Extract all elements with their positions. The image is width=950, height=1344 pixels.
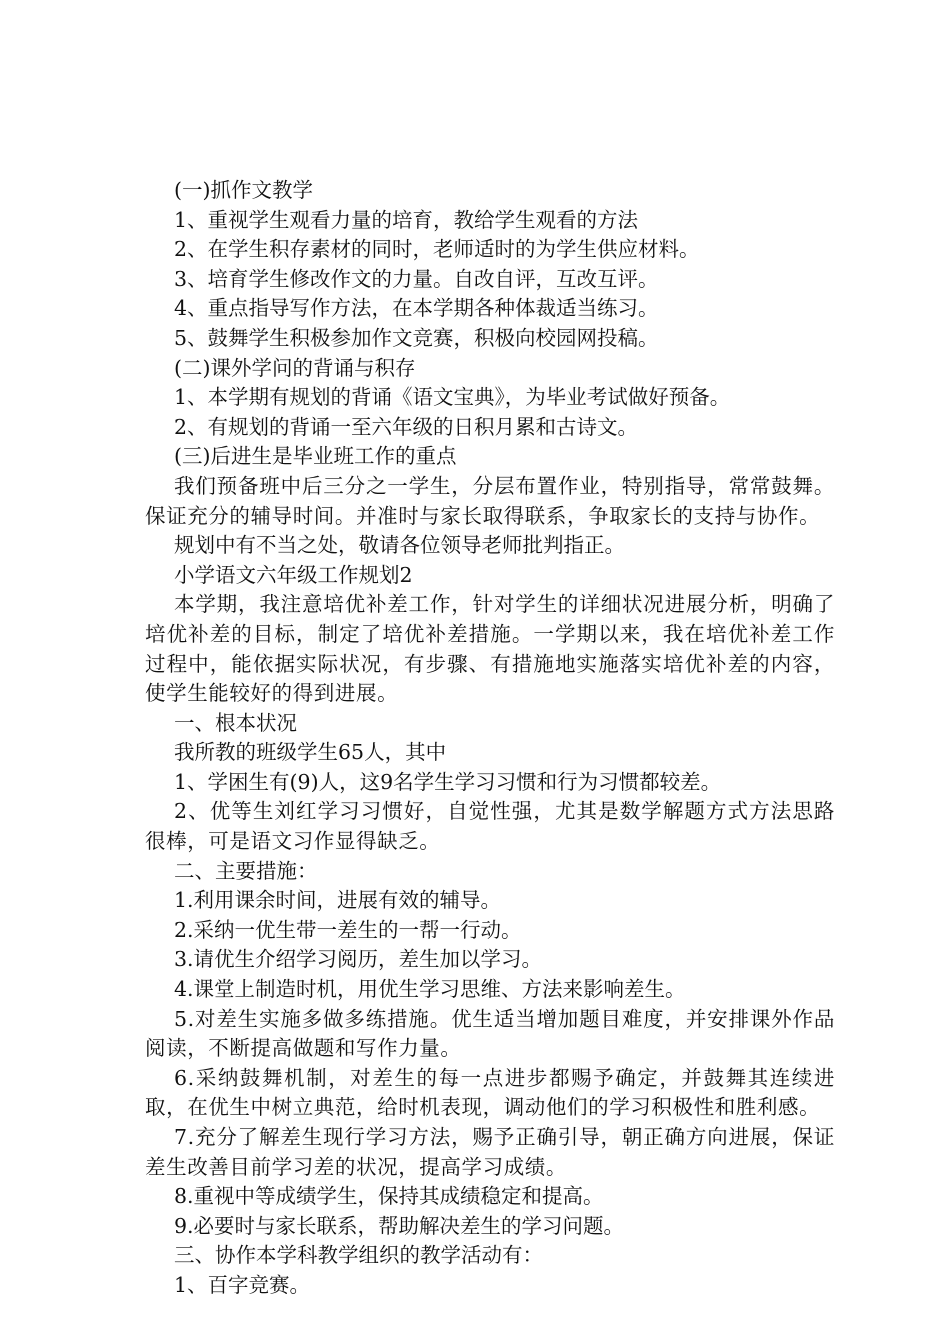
list-item: 7.充分了解差生现行学习方法，赐予正确引导，朝正确方向进展，保证差生改善目前学习差的状况，提高学习成绩。 [145,1125,835,1179]
list-item: 8.重视中等成绩学生，保持其成绩稳定和提高。 [174,1184,604,1209]
list-item: 6.采纳鼓舞机制，对差生的每一点进步都赐予确定，并鼓舞其连续进取，在优生中树立典范，给时机表现，调动他们的学习积极性和胜利感。 [145,1065,835,1120]
list-item: 5.对差生实施多做多练措施。优生适当增加题目难度，并安排课外作品阅读，不断提高做题和写作力量。 [145,1006,835,1061]
heading-composition-teaching: (一)抓作文教学 [174,178,313,202]
list-item: 1.利用课余时间，进展有效的辅导。 [174,888,502,913]
heading-basic-situation: 一、根本状况 [174,710,297,735]
paragraph: 本学期，我注意培优补差工作，针对学生的详细状况进展分析，明确了培优补差的目标，制定了培优补差措施。一学期以来，我在培优补差工作过程中，能依据实际状况，有步骤、有措施地实施落实培优补差的内容，使学生能较好的得到进展。 [145,592,835,706]
list-item: 3、培育学生修改作文的力量。自改自评，互改互评。 [174,266,659,291]
heading-struggling-students: (三)后进生是毕业班工作的重点 [174,444,457,469]
heading-main-measures: 二、主要措施： [174,858,318,883]
section-title: 小学语文六年级工作规划2 [174,562,413,587]
heading-teaching-activities: 三、协作本学科教学组织的教学活动有： [174,1243,543,1268]
heading-extracurricular: (二)课外学问的背诵与积存 [174,355,416,380]
list-item: 3.请优生介绍学习阅历，差生加以学习。 [174,947,543,972]
list-item: 1、学困生有(9)人，这9名学生学习习惯和行为习惯都较差。 [174,769,722,794]
list-item: 2、在学生积存素材的同时，老师适时的为学生供应材料。 [174,237,700,262]
list-item: 5、鼓舞学生积极参加作文竞赛，积极向校园网投稿。 [174,325,659,350]
list-item: 2、优等生刘红学习习惯好，自觉性强，尤其是数学解题方式方法思路很棒，可是语文习作显得缺乏。 [145,799,835,854]
paragraph: 我所教的班级学生65人，其中 [174,740,447,765]
list-item: 1、本学期有规划的背诵《语文宝典》，为毕业考试做好预备。 [174,385,731,410]
paragraph: 规划中有不当之处，敬请各位领导老师批判指正。 [174,533,625,558]
list-item: 9.必要时与家长联系，帮助解决差生的学习问题。 [174,1213,625,1238]
list-item: 4.课堂上制造时机，用优生学习思维、方法来影响差生。 [174,977,686,1002]
list-item: 2、有规划的背诵一至六年级的日积月累和古诗文。 [174,414,639,439]
list-item: 4、重点指导写作方法，在本学期各种体裁适当练习。 [174,296,659,321]
document-page [145,176,835,1301]
list-item: 1、重视学生观看力量的培育，教给学生观看的方法 [174,207,639,232]
paragraph: 我们预备班中后三分之一学生，分层布置作业，特别指导，常常鼓舞。保证充分的辅导时间。并准时与家长取得联系，争取家长的支持与协作。 [145,473,835,528]
list-item: 2.采纳一优生带一差生的一帮一行动。 [174,917,522,942]
list-item: 1、百字竞赛。 [174,1272,311,1297]
